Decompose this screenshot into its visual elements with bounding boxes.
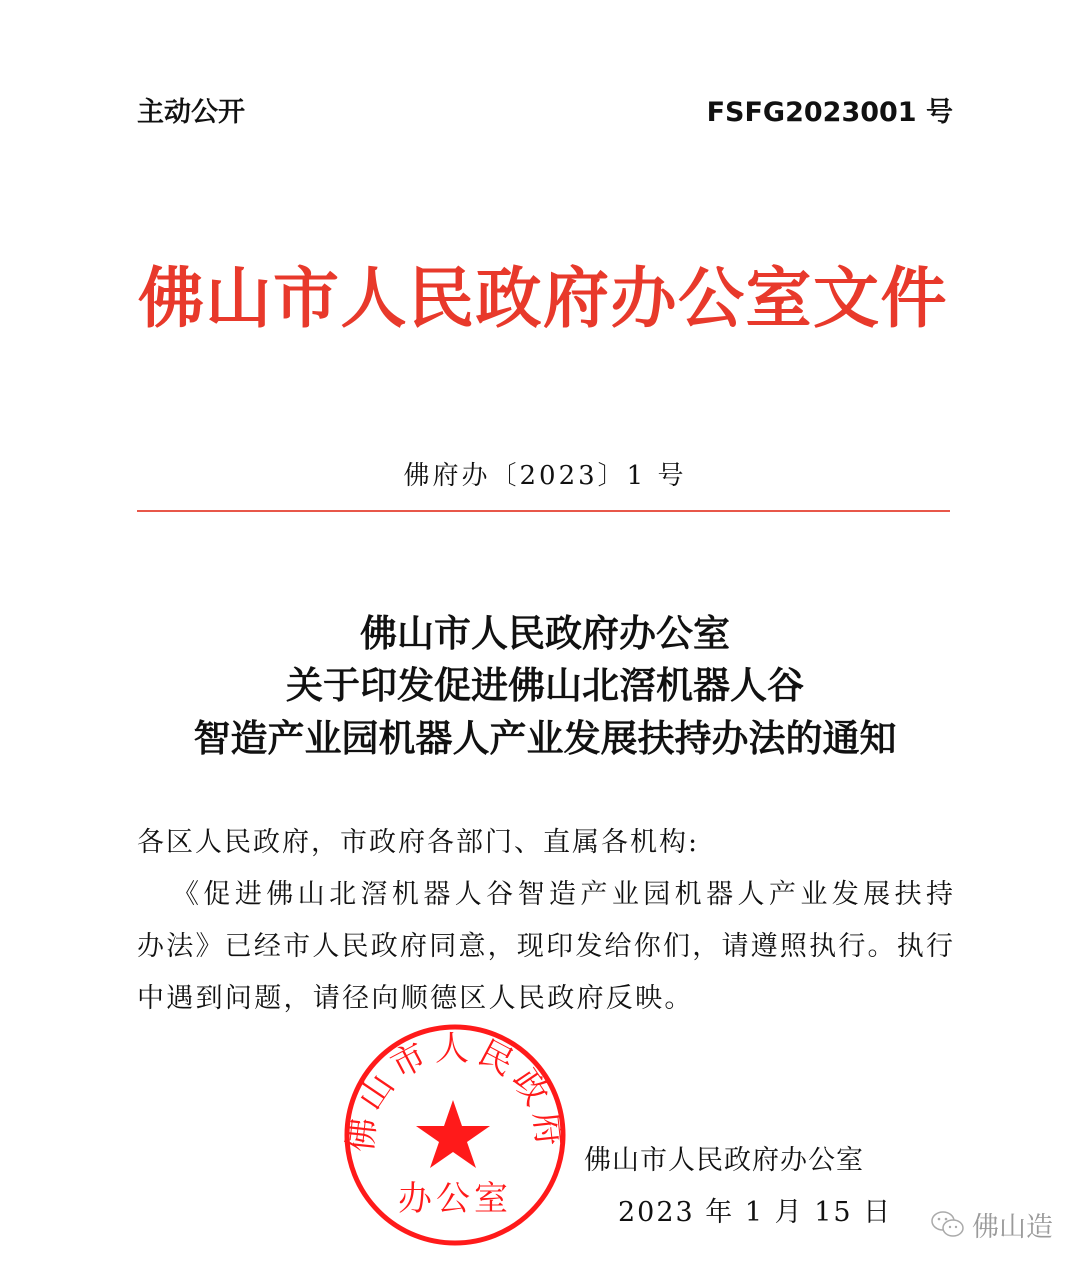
- red-divider: [137, 510, 950, 512]
- star-icon: [416, 1100, 490, 1168]
- title-line-3: 智造产业园机器人产业发展扶持办法的通知: [193, 716, 897, 760]
- red-header-title: 佛山市人民政府办公室文件: [138, 259, 948, 337]
- seal-text-bottom: 办公室: [398, 1179, 512, 1219]
- watermark: [930, 1205, 1053, 1244]
- document-number: 佛府办〔2023〕1 号: [403, 461, 687, 491]
- seal-text-top: 佛山市人民政府: [340, 1028, 570, 1155]
- title-line-2: 关于印发促进佛山北滘机器人谷: [286, 663, 804, 707]
- body-line-2: 办法》已经市人民政府同意，现印发给你们，请遵照执行。执行: [137, 931, 953, 962]
- official-seal: [340, 1020, 570, 1250]
- salutation: 各区人民政府，市政府各部门、直属各机构:: [137, 827, 700, 858]
- signature-org: 佛山市人民政府办公室: [584, 1145, 864, 1176]
- body-line-3: 中遇到问题，请径向顺德区人民政府反映。: [137, 983, 694, 1014]
- file-code: FSFG2023001 号: [706, 97, 953, 128]
- watermark-label: 佛山造: [972, 1212, 1053, 1243]
- publicity-label: 主动公开: [137, 97, 245, 128]
- wechat-icon: [930, 1210, 966, 1240]
- title-line-1: 佛山市人民政府办公室: [360, 611, 730, 655]
- signature-date: 2023 年 1 月 15 日: [618, 1197, 893, 1228]
- body-line-1: 《促进佛山北滘机器人谷智造产业园机器人产业发展扶持: [172, 879, 953, 910]
